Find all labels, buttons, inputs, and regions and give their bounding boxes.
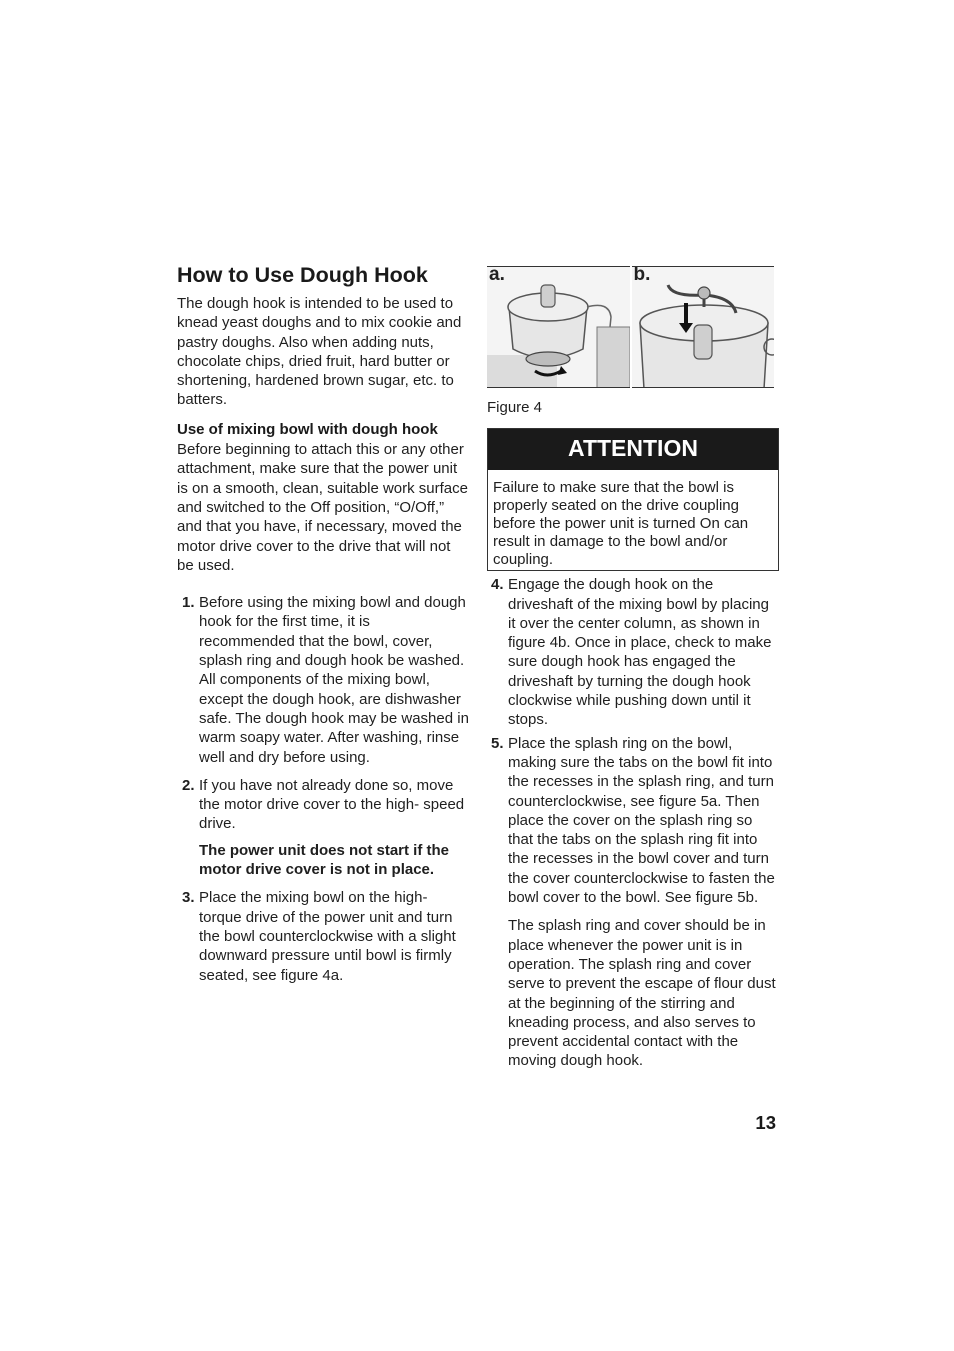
figure-panel-b	[632, 266, 775, 388]
bowl-on-base-illustration	[487, 267, 630, 388]
attention-title: ATTENTION	[488, 429, 778, 470]
step-number: 5.	[491, 734, 504, 752]
attention-text: Failure to make sure that the bowl is properly seated on the drive coupling before the power unit is turned On can result in damage to the bowl and/or coupling.	[493, 479, 749, 569]
figure-panel-a	[487, 266, 630, 388]
step-3	[177, 888, 469, 984]
step-extra-paragraph: The splash ring and cover should be in place whenever the power unit is in operation. The splash ring and cover serve to prevent the escape of flour dust at the beginning of the stirring and kneading process, and also serves to prevent accidental contact with the moving dough hook.	[508, 917, 776, 1070]
right-column	[487, 266, 779, 1071]
sub-paragraph: Before beginning to attach this or any other attachment, make sure that the power unit is on a smooth, clean, suitable work surface and switched to the Off position, “O/Off,” and that you have, if necessary, moved the motor drive cover to the drive that will not be used.	[177, 441, 468, 574]
step-number: 1.	[182, 594, 195, 612]
steps-list-right	[487, 575, 779, 1070]
left-column	[177, 262, 469, 985]
step-text: Engage the dough hook on the driveshaft of the mixing bowl by placing it over the center column, as shown in figure 4b. Once in place, check to make sure dough hook has engaged the driveshaft by turning the dough hook clockwise while pushing down until it stops.	[508, 576, 772, 729]
step-text: Before using the mixing bowl and dough hook for the first time, it is recommended that the bowl, cover, splash ring and dough hook be washed. All components of the mixing bowl, except the dough hook, are dishwasher safe. The dough hook may be washed in warm soapy water. After washing, rinse well and dry before using.	[199, 594, 469, 766]
dough-hook-illustration	[632, 267, 775, 388]
page-number: 13	[755, 1112, 776, 1133]
steps-list-left	[177, 593, 469, 985]
step-text: Place the splash ring on the bowl, making sure the tabs on the bowl fit into the recesses in the splash ring, and turn counterclockwise, see figure 5a. Then place the cover on the splash ring so that the tabs on the splash ring fit into the recesses in the bowl cover and turn the cover counterclockwise to fasten the bowl cover to the bowl. See figure 5b.	[508, 734, 775, 907]
step-text: Place the mixing bowl on the high-torque drive of the power unit and turn the bowl counterclockwise with a slight downward pressure until bowl is firmly seated, see figure 4a.	[199, 889, 456, 984]
figure-label-a: a.	[489, 266, 505, 285]
attention-box	[487, 428, 779, 571]
step-number: 3.	[182, 889, 195, 907]
step-1	[177, 593, 469, 767]
section-heading: How to Use Dough Hook	[177, 263, 428, 287]
step-5	[487, 734, 779, 1071]
step-warning: The power unit does not start if the motor drive cover is not in place.	[199, 841, 450, 879]
step-number: 2.	[182, 776, 195, 794]
subheading: Use of mixing bowl with dough hook	[177, 420, 438, 438]
step-text: If you have not already done so, move the motor drive cover to the high- speed drive.	[199, 776, 465, 833]
step-2	[177, 776, 469, 879]
figure-4	[487, 266, 774, 388]
step-number: 4.	[491, 576, 504, 594]
figure-caption: Figure 4	[487, 399, 543, 416]
step-4	[487, 575, 779, 729]
figure-label-b: b.	[633, 266, 651, 285]
intro-paragraph: The dough hook is intended to be used to knead yeast doughs and to mix cookie and pastry doughs. Also when adding nuts, chocolate chips, dried fruit, hard butter or shortening, hardened brown sugar, etc. to batters.	[177, 295, 462, 409]
